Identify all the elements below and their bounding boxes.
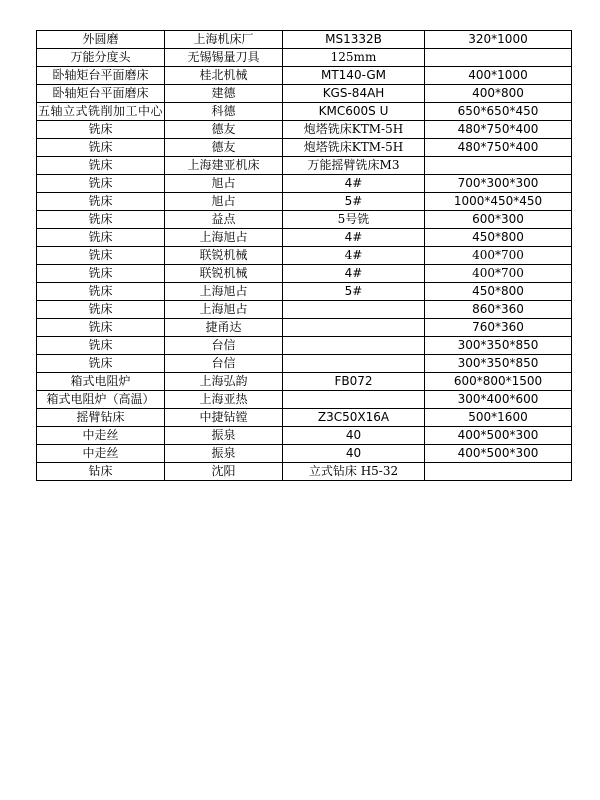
table-row (37, 49, 572, 67)
equipment-name-cell: 万能分度头 (37, 49, 165, 67)
equipment-name-cell: 中走丝 (37, 445, 165, 463)
manufacturer-cell: 台信 (165, 355, 283, 373)
equipment-name-cell: 铣床 (37, 229, 165, 247)
manufacturer-cell: 上海旭占 (165, 301, 283, 319)
equipment-name-cell: 铣床 (37, 157, 165, 175)
table-row (37, 265, 572, 283)
manufacturer-cell: 上海亚热 (165, 391, 283, 409)
model-cell (283, 355, 425, 373)
model-cell: MS1332B (283, 31, 425, 49)
spec-cell: 480*750*400 (425, 139, 572, 157)
model-cell: 万能摇臂铣床M3 (283, 157, 425, 175)
model-cell (283, 391, 425, 409)
equipment-name-cell: 箱式电阻炉 (37, 373, 165, 391)
spec-cell: 450*800 (425, 283, 572, 301)
table-row (37, 139, 572, 157)
spec-cell: 480*750*400 (425, 121, 572, 139)
table-row (37, 445, 572, 463)
table-row (37, 229, 572, 247)
table-row (37, 355, 572, 373)
table-row (37, 247, 572, 265)
manufacturer-cell: 上海弘韵 (165, 373, 283, 391)
spec-cell: 320*1000 (425, 31, 572, 49)
manufacturer-cell: 上海旭占 (165, 283, 283, 301)
model-cell (283, 319, 425, 337)
model-cell (283, 301, 425, 319)
spec-cell: 400*500*300 (425, 427, 572, 445)
spec-cell (425, 49, 572, 67)
model-cell (283, 337, 425, 355)
equipment-name-cell: 钻床 (37, 463, 165, 481)
model-cell: FB072 (283, 373, 425, 391)
spec-cell: 400*700 (425, 265, 572, 283)
manufacturer-cell: 德友 (165, 139, 283, 157)
spec-cell: 760*360 (425, 319, 572, 337)
table-row (37, 157, 572, 175)
model-cell: 4# (283, 247, 425, 265)
manufacturer-cell: 振泉 (165, 445, 283, 463)
manufacturer-cell: 上海建亚机床 (165, 157, 283, 175)
table-row (37, 283, 572, 301)
spec-cell (425, 463, 572, 481)
table-row (37, 337, 572, 355)
manufacturer-cell: 上海旭占 (165, 229, 283, 247)
equipment-name-cell: 五轴立式铣削加工中心 (37, 103, 165, 121)
model-cell: 炮塔铣床KTM-5H (283, 139, 425, 157)
model-cell: 立式钻床 H5-32 (283, 463, 425, 481)
manufacturer-cell: 旭占 (165, 193, 283, 211)
equipment-name-cell: 铣床 (37, 265, 165, 283)
manufacturer-cell: 上海机床厂 (165, 31, 283, 49)
table-row (37, 175, 572, 193)
equipment-name-cell: 铣床 (37, 319, 165, 337)
table-row (37, 211, 572, 229)
spec-cell: 300*400*600 (425, 391, 572, 409)
manufacturer-cell: 沈阳 (165, 463, 283, 481)
spec-cell: 400*1000 (425, 67, 572, 85)
manufacturer-cell: 捷甬达 (165, 319, 283, 337)
model-cell: 40 (283, 427, 425, 445)
manufacturer-cell: 振泉 (165, 427, 283, 445)
equipment-name-cell: 中走丝 (37, 427, 165, 445)
spec-cell: 600*300 (425, 211, 572, 229)
manufacturer-cell: 台信 (165, 337, 283, 355)
equipment-name-cell: 铣床 (37, 121, 165, 139)
manufacturer-cell: 建德 (165, 85, 283, 103)
equipment-name-cell: 箱式电阻炉（高温） (37, 391, 165, 409)
equipment-name-cell: 铣床 (37, 139, 165, 157)
equipment-name-cell: 铣床 (37, 175, 165, 193)
table-row (37, 301, 572, 319)
equipment-name-cell: 铣床 (37, 193, 165, 211)
table-row (37, 121, 572, 139)
model-cell: 5号铣 (283, 211, 425, 229)
table-row (37, 409, 572, 427)
equipment-name-cell: 铣床 (37, 283, 165, 301)
spec-cell: 400*800 (425, 85, 572, 103)
model-cell: Z3C50X16A (283, 409, 425, 427)
manufacturer-cell: 无锡锡量刀具 (165, 49, 283, 67)
model-cell: MT140-GM (283, 67, 425, 85)
equipment-name-cell: 铣床 (37, 355, 165, 373)
spec-cell: 400*700 (425, 247, 572, 265)
equipment-name-cell: 卧轴矩台平面磨床 (37, 85, 165, 103)
equipment-name-cell: 铣床 (37, 301, 165, 319)
model-cell: 炮塔铣床KTM-5H (283, 121, 425, 139)
model-cell: 125mm (283, 49, 425, 67)
table-row (37, 427, 572, 445)
manufacturer-cell: 桂北机械 (165, 67, 283, 85)
model-cell: 40 (283, 445, 425, 463)
table-row (37, 103, 572, 121)
spec-cell: 300*350*850 (425, 355, 572, 373)
equipment-name-cell: 摇臂钻床 (37, 409, 165, 427)
equipment-name-cell: 卧轴矩台平面磨床 (37, 67, 165, 85)
table-row (37, 67, 572, 85)
model-cell: 4# (283, 265, 425, 283)
table-row (37, 463, 572, 481)
manufacturer-cell: 德友 (165, 121, 283, 139)
spec-cell: 650*650*450 (425, 103, 572, 121)
model-cell: 5# (283, 283, 425, 301)
table-row (37, 319, 572, 337)
spec-cell: 700*300*300 (425, 175, 572, 193)
table-row (37, 391, 572, 409)
spec-cell (425, 157, 572, 175)
manufacturer-cell: 中捷钻镗 (165, 409, 283, 427)
model-cell: KGS-84AH (283, 85, 425, 103)
table-row (37, 373, 572, 391)
manufacturer-cell: 科德 (165, 103, 283, 121)
spec-cell: 1000*450*450 (425, 193, 572, 211)
equipment-name-cell: 外圆磨 (37, 31, 165, 49)
model-cell: 4# (283, 175, 425, 193)
spec-cell: 300*350*850 (425, 337, 572, 355)
spec-cell: 500*1600 (425, 409, 572, 427)
equipment-name-cell: 铣床 (37, 211, 165, 229)
equipment-table (36, 30, 572, 481)
table-row (37, 31, 572, 49)
equipment-name-cell: 铣床 (37, 337, 165, 355)
model-cell: 5# (283, 193, 425, 211)
spec-cell: 400*500*300 (425, 445, 572, 463)
model-cell: KMC600S U (283, 103, 425, 121)
equipment-sheet (36, 30, 571, 481)
equipment-name-cell: 铣床 (37, 247, 165, 265)
spec-cell: 450*800 (425, 229, 572, 247)
manufacturer-cell: 益点 (165, 211, 283, 229)
table-row (37, 85, 572, 103)
spec-cell: 860*360 (425, 301, 572, 319)
spec-cell: 600*800*1500 (425, 373, 572, 391)
manufacturer-cell: 联锐机械 (165, 265, 283, 283)
table-row (37, 193, 572, 211)
manufacturer-cell: 联锐机械 (165, 247, 283, 265)
model-cell: 4# (283, 229, 425, 247)
manufacturer-cell: 旭占 (165, 175, 283, 193)
